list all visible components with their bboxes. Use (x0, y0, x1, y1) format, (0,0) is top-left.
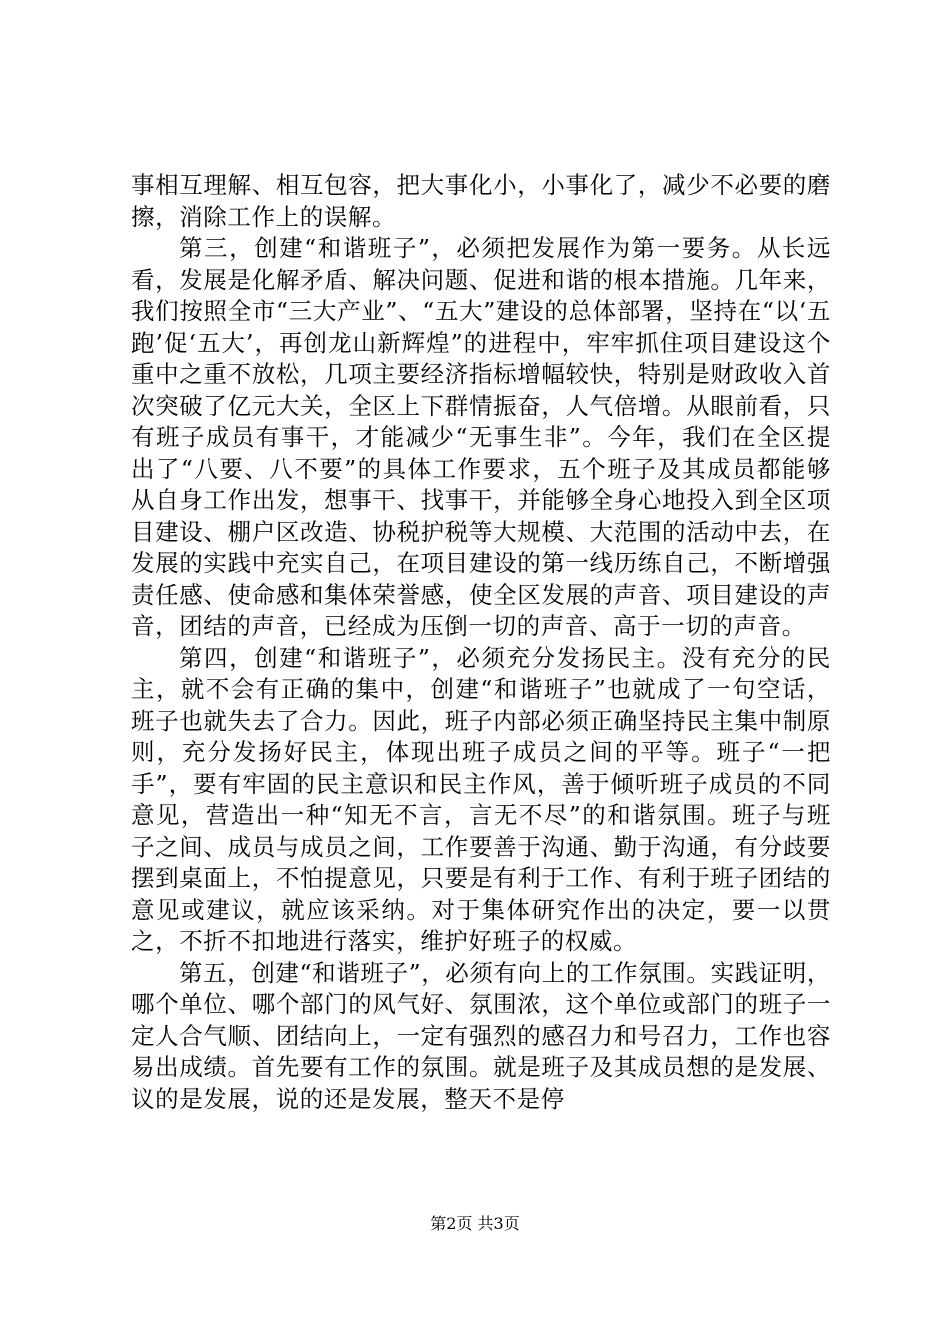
page-footer: 第2页 共3页 (430, 1214, 520, 1233)
paragraph-continuation: 事相互理解、相互包容，把大事化小，小事化了，减少不必要的磨擦，消除工作上的误解。 (131, 171, 831, 231)
paragraph-fifth-point: 第五，创建“和谐班子”，必须有向上的工作氛围。实践证明，哪个单位、哪个部门的风气好、氛围浓，这个单位或部门的班子一定人合气顺、团结向上，一定有强烈的感召力和号召力，工作也容易出成绩。首先要有工作的氛围。就是班子及其成员想的是发展、议的是发展，说的还是发展，整天不是停 (131, 958, 831, 1113)
document-body (131, 170, 831, 1115)
paragraph-fourth-point: 第四，创建“和谐班子”，必须充分发扬民主。没有充分的民主，就不会有正确的集中，创建“和谐班子”也就成了一句空话，班子也就失去了合力。因此，班子内部必须正确坚持民主集中制原则，充分发扬好民主，体现出班子成员之间的平等。班子“一把手”，要有牢固的民主意识和民主作风，善于倾听班子成员的不同意见，营造出一种“知无不言，言无不尽”的和谐氛围。班子与班子之间、成员与成员之间，工作要善于沟通、勤于沟通，有分歧要摆到桌面上，不怕提意见，只要是有利于工作、有利于班子团结的意见或建议，就应该采纳。对于集体研究作出的决定，要一以贯之，不折不扣地进行落实，维护好班子的权威。 (131, 643, 831, 955)
paragraph-third-point: 第三，创建“和谐班子”，必须把发展作为第一要务。从长远看，发展是化解矛盾、解决问题、促进和谐的根本措施。几年来，我们按照全市“三大产业”、“五大”建设的总体部署，坚持在“以‘五跑’促‘五大’，再创龙山新辉煌”的进程中，牢牢抓住项目建设这个重中之重不放松，几项主要经济指标增幅较快，特别是财政收入首次突破了亿元大关，全区上下群情振奋，人气倍增。从眼前看，只有班子成员有事干，才能减少“无事生非”。今年，我们在全区提出了“八要、八不要”的具体工作要求，五个班子及其成员都能够从自身工作出发，想事干、找事干，并能够全身心地投入到全区项目建设、棚户区改造、协税护税等大规模、大范围的活动中去，在发展的实践中充实自己，在项目建设的第一线历练自己，不断增强责任感、使命感和集体荣誉感，使全区发展的声音、项目建设的声音，团结的声音，已经成为压倒一切的声音、高于一切的声音。 (131, 234, 831, 640)
